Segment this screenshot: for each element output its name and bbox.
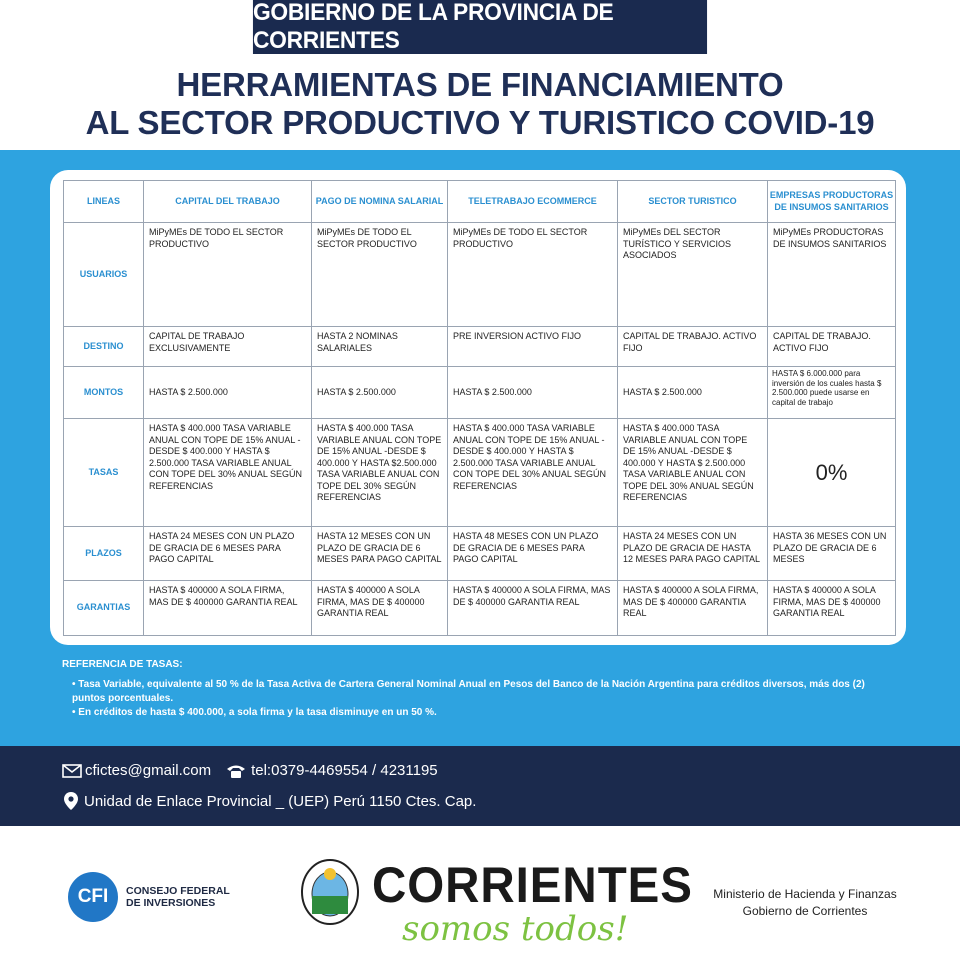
corrientes-wordmark: CORRIENTES xyxy=(372,857,693,913)
table-cell xyxy=(618,367,768,419)
title-line-2: AL SECTOR PRODUCTIVO Y TURISTICO COVID-19 xyxy=(85,104,875,141)
ministry-credit xyxy=(700,886,910,920)
row-label: GARANTIAS xyxy=(64,581,144,636)
table-cell xyxy=(144,223,312,327)
financing-table-card xyxy=(50,170,906,645)
row-label: DESTINO xyxy=(64,327,144,367)
table-cell xyxy=(312,419,448,527)
cfi-emblem: CFI xyxy=(68,872,118,922)
cell-text: HASTA $ 400.000 TASA VARIABLE ANUAL CON TOPE DE 15% ANUAL - DESDE $ 400.000 Y HASTA $ 2.500.000 TASA VARIABLE ANUAL CON TOPE DEL 30% ANUAL SEGÚN REFERENCIAS xyxy=(453,423,607,491)
table-cell xyxy=(312,327,448,367)
references-title: REFERENCIA DE TASAS: xyxy=(62,659,183,670)
somos-todos-slogan: somos todos! xyxy=(402,909,629,949)
cell-text: HASTA $ 400.000 TASA VARIABLE ANUAL CON TOPE DE 15% ANUAL -DESDE $ 400.000 Y HASTA $ 2.500.000 TASA VARIABLE ANUAL CON TOPE DEL 30% ANUAL SEGÚN REFERENCIAS xyxy=(623,423,754,502)
table-row xyxy=(64,327,896,367)
page-title xyxy=(0,66,960,142)
row-label: USUARIOS xyxy=(64,223,144,327)
table-row xyxy=(64,527,896,581)
cell-text: HASTA $ 6.000.000 para inversión de los cuales hasta $ 2.500.000 puede usarse en capital de trabajo xyxy=(772,369,882,407)
table-cell xyxy=(618,223,768,327)
table-cell xyxy=(312,367,448,419)
row-label: TASAS xyxy=(64,419,144,527)
title-line-1: HERRAMIENTAS DE FINANCIAMIENTO xyxy=(176,66,784,103)
cell-text: CAPITAL DE TRABAJO EXCLUSIVAMENTE xyxy=(149,331,245,353)
phone-contact[interactable] xyxy=(225,762,438,779)
table-cell xyxy=(618,581,768,636)
cell-text: MiPyMEs DE TODO EL SECTOR PRODUCTIVO xyxy=(149,227,284,249)
table-header-row xyxy=(64,181,896,223)
table-cell xyxy=(768,223,896,327)
email-contact[interactable] xyxy=(62,762,211,779)
table-cell xyxy=(768,367,896,419)
phone-text: tel:0379-4469554 / 4231195 xyxy=(251,762,438,779)
address-row xyxy=(64,792,476,810)
table-cell xyxy=(618,527,768,581)
cell-text: HASTA $ 400.000 TASA VARIABLE ANUAL CON TOPE DE 15% ANUAL - DESDE $ 400.000 Y HASTA $ 2.500.000 TASA VARIABLE ANUAL CON TOPE DEL 30% ANUAL SEGÚN REFERENCIAS xyxy=(149,423,303,491)
header-cell: TELETRABAJO ECOMMERCE xyxy=(448,181,618,223)
cell-text: MiPyMEs PRODUCTORAS DE INSUMOS SANITARIOS xyxy=(773,227,887,249)
table-cell xyxy=(448,223,618,327)
cell-text: PRE INVERSION ACTIVO FIJO xyxy=(453,331,582,341)
table-cell xyxy=(312,581,448,636)
contact-row xyxy=(62,762,438,779)
cell-text: MiPyMEs DE TODO EL SECTOR PRODUCTIVO xyxy=(453,227,588,249)
financing-table xyxy=(63,180,896,636)
cell-text: HASTA $ 400000 A SOLA FIRMA, MAS DE $ 400000 GARANTIA REAL xyxy=(317,585,425,618)
cell-text: HASTA $ 2.500.000 xyxy=(453,386,532,397)
cell-text: HASTA $ 400.000 TASA VARIABLE ANUAL CON TOPE DE 15% ANUAL -DESDE $ 400.000 Y HASTA $2.500.000 TASA VARIABLE ANUAL CON TOPE DEL 30% SEGÚN REFERENCIAS xyxy=(317,423,442,502)
mail-icon xyxy=(62,764,82,778)
table-cell xyxy=(448,527,618,581)
cell-text: HASTA 24 MESES CON UN PLAZO DE GRACIA DE 6 MESES PARA PAGO CAPITAL xyxy=(149,531,295,564)
cell-text: MiPyMEs DEL SECTOR TURÍSTICO Y SERVICIOS ASOCIADOS xyxy=(623,227,732,260)
table-cell xyxy=(448,581,618,636)
table-cell xyxy=(144,527,312,581)
table-cell xyxy=(448,367,618,419)
location-pin-icon xyxy=(64,792,78,810)
cell-text: HASTA $ 2.500.000 xyxy=(623,386,702,397)
table-row xyxy=(64,223,896,327)
email-text: cfictes@gmail.com xyxy=(85,762,212,779)
cell-text: HASTA 2 NOMINAS SALARIALES xyxy=(317,331,398,353)
table-cell xyxy=(144,367,312,419)
rate-references xyxy=(62,658,892,720)
table-cell xyxy=(768,581,896,636)
province-banner: GOBIERNO DE LA PROVINCIA DE CORRIENTES xyxy=(253,0,707,54)
cell-text: HASTA 36 MESES CON UN PLAZO DE GRACIA DE 6 MESES xyxy=(773,531,887,564)
ministry-line-2: Gobierno de Corrientes xyxy=(742,904,868,918)
province-seal-icon xyxy=(300,856,360,926)
row-label: MONTOS xyxy=(64,367,144,419)
table-cell xyxy=(144,581,312,636)
table-row xyxy=(64,367,896,419)
table-cell xyxy=(312,223,448,327)
references-list xyxy=(62,678,892,720)
table-cell xyxy=(768,327,896,367)
cfi-logo xyxy=(68,872,236,922)
reference-item: • En créditos de hasta $ 400.000, a sola firma y la tasa disminuye en un 50 %. xyxy=(72,706,892,720)
contact-band xyxy=(0,746,960,826)
cell-text: HASTA $ 2.500.000 xyxy=(149,386,228,397)
table-cell xyxy=(618,327,768,367)
table-row xyxy=(64,581,896,636)
cell-text: HASTA $ 400000 A SOLA FIRMA, MAS DE $ 400000 GARANTIA REAL xyxy=(773,585,881,618)
cell-text: CAPITAL DE TRABAJO. ACTIVO FIJO xyxy=(773,331,871,353)
table-cell xyxy=(312,527,448,581)
table-cell xyxy=(144,327,312,367)
cell-text: HASTA 48 MESES CON UN PLAZO DE GRACIA DE 6 MESES PARA PAGO CAPITAL xyxy=(453,531,599,564)
reference-item: • Tasa Variable, equivalente al 50 % de la Tasa Activa de Cartera General Nominal Anual en Pesos del Banco de la Nación Argentina para créditos diversos, más dos (2) puntos porcentuales. xyxy=(72,678,892,706)
table-row xyxy=(64,419,896,527)
cell-text: CAPITAL DE TRABAJO. ACTIVO FIJO xyxy=(623,331,757,353)
zero-rate-cell: 0% xyxy=(768,419,896,527)
header-cell: CAPITAL DEL TRABAJO xyxy=(144,181,312,223)
header-cell: SECTOR TURISTICO xyxy=(618,181,768,223)
header-cell: PAGO DE NOMINA SALARIAL xyxy=(312,181,448,223)
row-label: PLAZOS xyxy=(64,527,144,581)
cell-text: HASTA $ 400000 A SOLA FIRMA, MAS DE $ 400000 GARANTIA REAL xyxy=(149,585,298,607)
table-cell xyxy=(144,419,312,527)
table-cell xyxy=(448,327,618,367)
address-text: Unidad de Enlace Provincial _ (UEP) Perú 1150 Ctes. Cap. xyxy=(84,792,477,810)
phone-icon xyxy=(225,763,247,779)
cell-text: HASTA 24 MESES CON UN PLAZO DE GRACIA DE HASTA 12 MESES PARA PAGO CAPITAL xyxy=(623,531,761,564)
header-cell: EMPRESAS PRODUCTORAS DE INSUMOS SANITARIOS xyxy=(768,181,896,223)
table-cell xyxy=(618,419,768,527)
cell-text: MiPyMEs DE TODO EL SECTOR PRODUCTIVO xyxy=(317,227,417,249)
cell-text: HASTA $ 2.500.000 xyxy=(317,386,396,397)
cell-text: HASTA 12 MESES CON UN PLAZO DE GRACIA DE 6 MESES PARA PAGO CAPITAL xyxy=(317,531,442,564)
cell-text: HASTA $ 400000 A SOLA FIRMA, MAS DE $ 400000 GARANTIA REAL xyxy=(453,585,611,607)
table-cell xyxy=(448,419,618,527)
ministry-line-1: Ministerio de Hacienda y Finanzas xyxy=(713,887,897,901)
table-cell xyxy=(768,527,896,581)
logos-footer xyxy=(0,826,960,960)
header-cell: LINEAS xyxy=(64,181,144,223)
cfi-name: CONSEJO FEDERAL DE INVERSIONES xyxy=(126,885,230,909)
cell-text: HASTA $ 400000 A SOLA FIRMA, MAS DE $ 400000 GARANTIA REAL xyxy=(623,585,759,618)
